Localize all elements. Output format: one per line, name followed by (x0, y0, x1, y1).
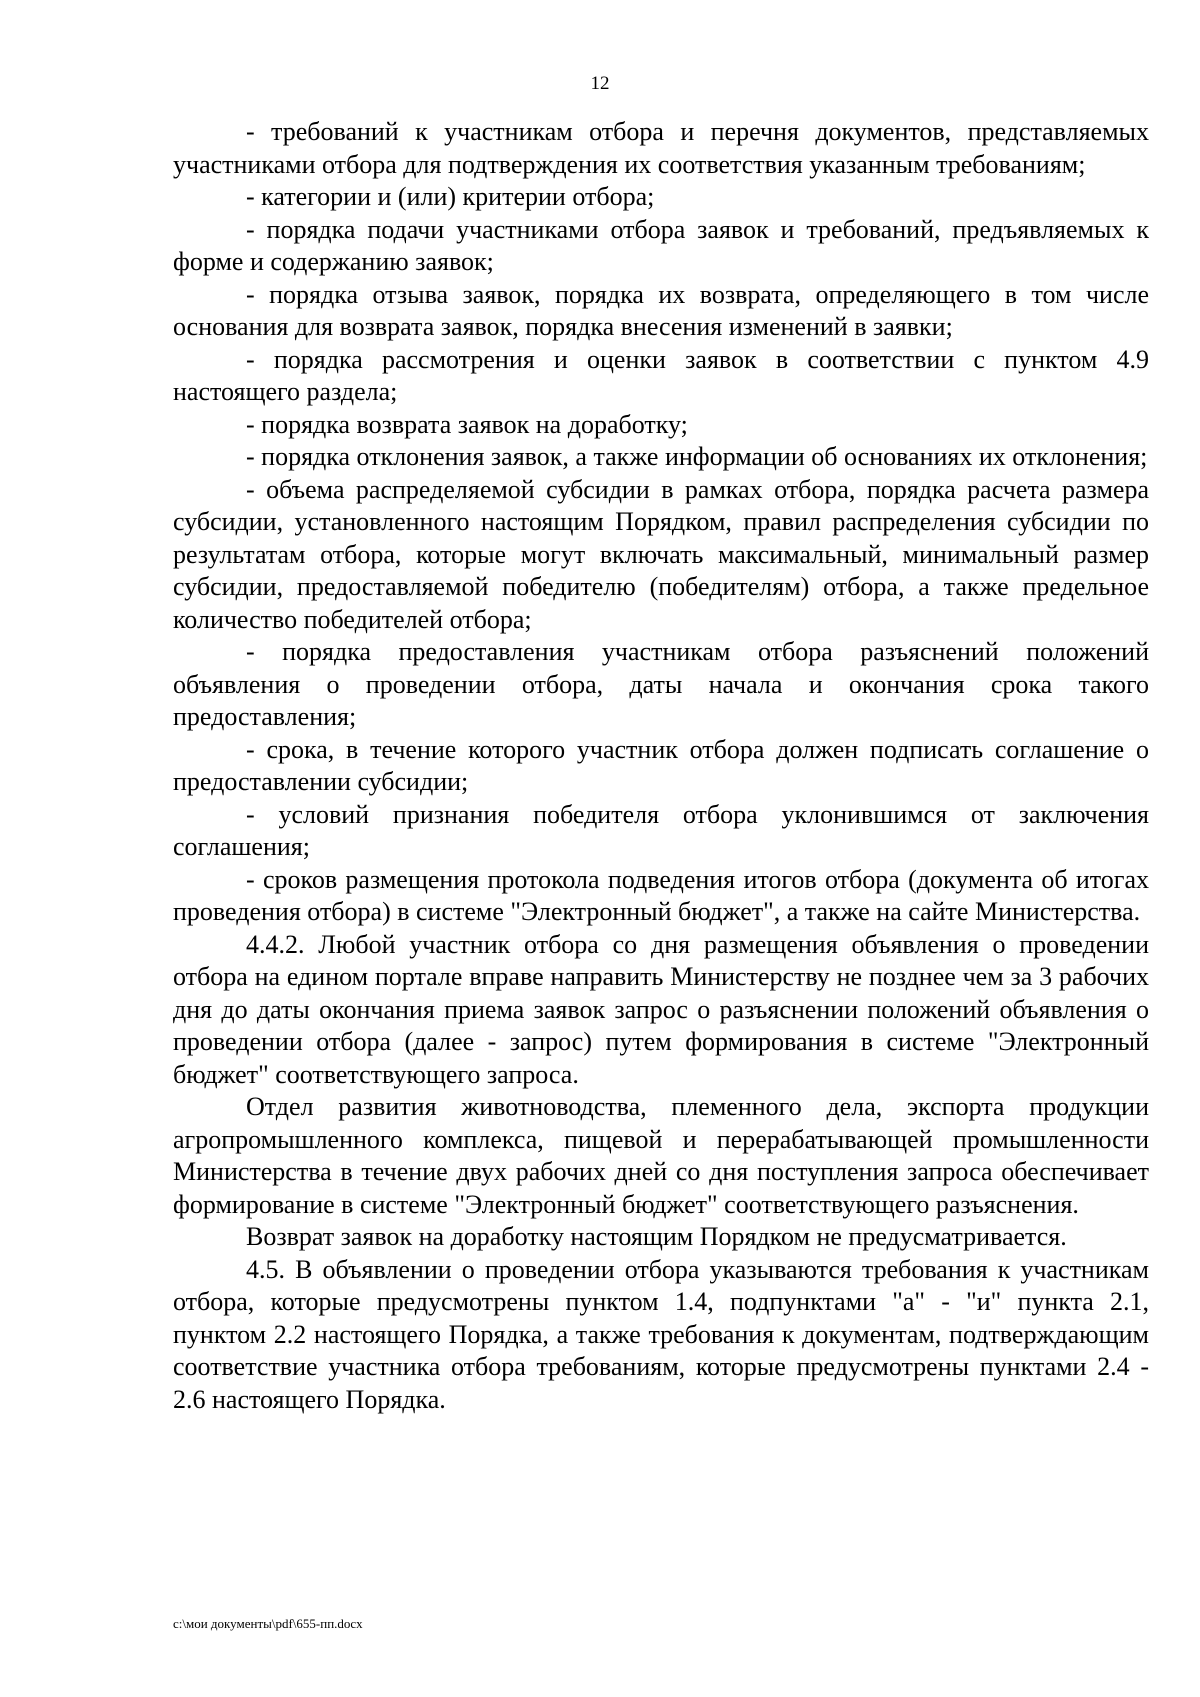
paragraph: 4.4.2. Любой участник отбора со дня размещения объявления о проведении отбора на едином портале вправе направить Министерству не позднее чем за 3 рабочих дня до даты окончания приема заявок запрос о разъяснении положений объявления о проведении отбора (далее - запрос) путем формирования в системе "Электронный бюджет" соответствующего запроса. (173, 929, 1149, 1089)
paragraph: - порядка возврата заявок на доработку; (246, 409, 688, 439)
paragraph: - порядка предоставления участникам отбора разъяснений положений объявления о проведении отбора, даты начала и окончания срока такого предоставления; (173, 637, 1149, 731)
paragraph: 4.5. В объявлении о проведении отбора указываются требования к участникам отбора, которые предусмотрены пунктом 1.4, подпунктами "а" - "и" пункта 2.1, пунктом 2.2 настоящего Порядка, а также требования к документам, подтверждающим соответствие участника отбора требованиям, которые предусмотрены пунктами 2.4 - 2.6 настоящего Порядка. (173, 1254, 1149, 1414)
paragraph: - требований к участникам отбора и перечня документов, представляемых участниками отбора для подтверждения их соответствия указанным требованиям; (173, 117, 1149, 179)
paragraph: - порядка отзыва заявок, порядка их возврата, определяющего в том числе основания для возврата заявок, порядка внесения изменений в заявки; (173, 279, 1149, 341)
paragraph: - порядка отклонения заявок, а также информации об основаниях их отклонения; (246, 442, 1148, 471)
paragraph: - порядка подачи участниками отбора заявок и требований, предъявляемых к форме и содержанию заявок; (173, 214, 1149, 276)
paragraph: - порядка рассмотрения и оценки заявок в соответствии с пунктом 4.9 настоящего раздела; (173, 344, 1149, 406)
paragraph: Отдел развития животноводства, племенного дела, экспорта продукции агропромышленного комплекса, пищевой и перерабатывающей промышленности Министерства в течение двух рабочих дней со дня поступления запроса обеспечивает формирование в системе "Электронный бюджет" соответствующего разъяснения. (173, 1092, 1149, 1219)
paragraph: Возврат заявок на доработку настоящим Порядком не предусматривается. (246, 1222, 1067, 1251)
paragraph: - категории и (или) критерии отбора; (246, 182, 655, 211)
paragraph: - условий признания победителя отбора уклонившимся от заключения соглашения; (173, 799, 1149, 861)
page-number: 12 (590, 73, 610, 94)
paragraph: - срока, в течение которого участник отбора должен подписать соглашение о предоставлении субсидии; (173, 734, 1149, 796)
document-body (173, 116, 1149, 1416)
file-path-footer: c:\мои документы\pdf\655-пп.docx (173, 1616, 363, 1631)
paragraph: - объема распределяемой субсидии в рамках отбора, порядка расчета размера субсидии, установленного настоящим Порядком, правил распределения субсидии по результатам отбора, которые могут включать максимальный, минимальный размер субсидии, предоставляемой победителю (победителям) отбора, а также предельное количество победителей отбора; (173, 474, 1149, 634)
paragraph: - сроков размещения протокола подведения итогов отбора (документа об итогах проведения отбора) в системе "Электронный бюджет", а также на сайте Министерства. (173, 864, 1149, 926)
